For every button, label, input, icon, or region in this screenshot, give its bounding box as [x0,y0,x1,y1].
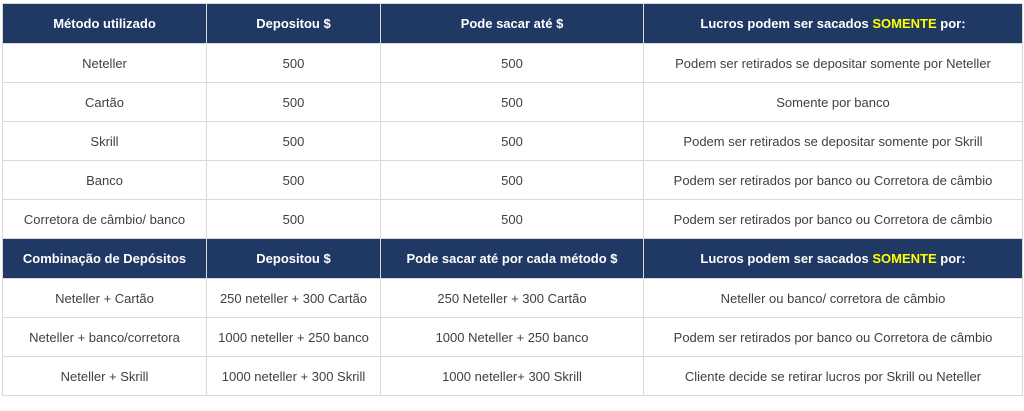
cell-profits: Somente por banco [644,83,1023,122]
cell-deposit: 1000 neteller + 250 banco [207,318,381,357]
header-profits-prefix: Lucros podem ser sacados [700,16,873,31]
cell-deposit: 500 [207,122,381,161]
cell-withdraw: 500 [381,83,644,122]
table-row [3,357,1023,396]
cell-profits: Podem ser retirados por banco ou Corretora de câmbio [644,200,1023,239]
cell-method: Neteller + Cartão [3,279,207,318]
cell-profits: Podem ser retirados se depositar somente por Neteller [644,44,1023,83]
table-row [3,318,1023,357]
cell-method: Corretora de câmbio/ banco [3,200,207,239]
cell-withdraw: 250 Neteller + 300 Cartão [381,279,644,318]
cell-method: Neteller [3,44,207,83]
cell-method: Neteller + Skrill [3,357,207,396]
cell-withdraw: 500 [381,200,644,239]
header-profits [644,4,1023,44]
cell-profits: Neteller ou banco/ corretora de câmbio [644,279,1023,318]
table-row [3,122,1023,161]
header-profits-suffix: por: [936,16,966,31]
cell-profits: Podem ser retirados por banco ou Corretora de câmbio [644,161,1023,200]
table-row [3,161,1023,200]
table-row [3,83,1023,122]
table1-header-row [3,4,1023,44]
cell-withdraw: 1000 neteller+ 300 Skrill [381,357,644,396]
cell-deposit: 500 [207,200,381,239]
header-deposit: Depositou $ [207,239,381,279]
cell-deposit: 500 [207,44,381,83]
cell-profits: Podem ser retirados por banco ou Corretora de câmbio [644,318,1023,357]
header-combination: Combinação de Depósitos [3,239,207,279]
cell-method: Cartão [3,83,207,122]
table-row [3,44,1023,83]
header-method: Método utilizado [3,4,207,44]
cell-method: Neteller + banco/corretora [3,318,207,357]
cell-withdraw: 500 [381,161,644,200]
table2-header-row [3,239,1023,279]
header-deposit: Depositou $ [207,4,381,44]
cell-deposit: 500 [207,161,381,200]
cell-method: Banco [3,161,207,200]
header-profits-suffix: por: [936,251,966,266]
cell-withdraw: 500 [381,44,644,83]
cell-deposit: 250 neteller + 300 Cartão [207,279,381,318]
table-row [3,279,1023,318]
cell-withdraw: 500 [381,122,644,161]
cell-profits: Podem ser retirados se depositar somente por Skrill [644,122,1023,161]
cell-withdraw: 1000 Neteller + 250 banco [381,318,644,357]
table-row [3,200,1023,239]
cell-profits: Cliente decide se retirar lucros por Skrill ou Neteller [644,357,1023,396]
cell-deposit: 500 [207,83,381,122]
withdrawal-rules-table [2,3,1023,396]
cell-deposit: 1000 neteller + 300 Skrill [207,357,381,396]
header-profits-highlight: SOMENTE [872,16,937,31]
header-withdraw-per-method: Pode sacar até por cada método $ [381,239,644,279]
header-profits-prefix: Lucros podem ser sacados [700,251,873,266]
cell-method: Skrill [3,122,207,161]
header-withdraw: Pode sacar até $ [381,4,644,44]
header-profits [644,239,1023,279]
header-profits-highlight: SOMENTE [872,251,937,266]
